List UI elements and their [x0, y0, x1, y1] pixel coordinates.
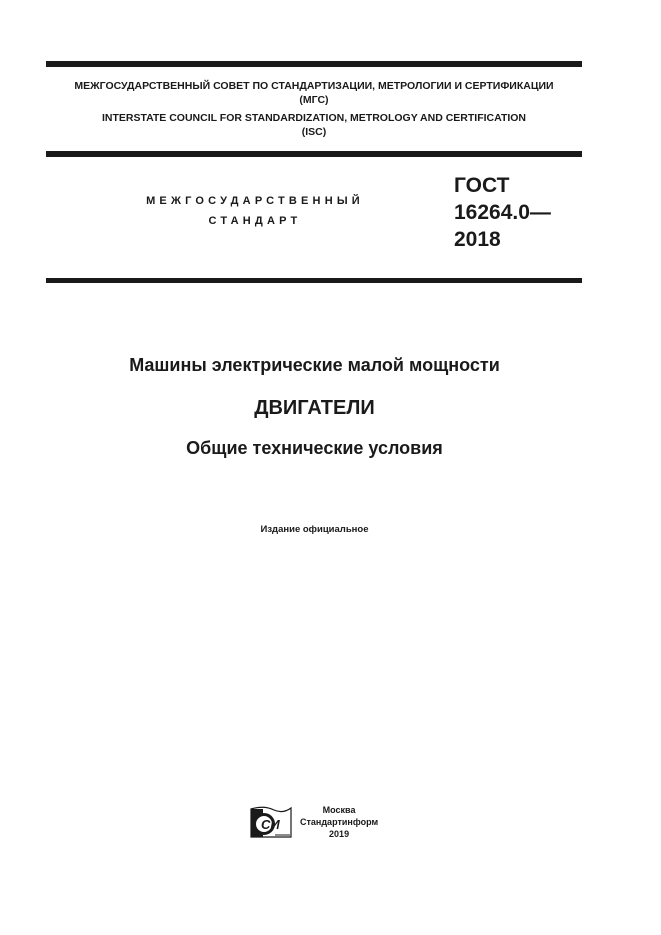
standard-type-line1: МЕЖГОСУДАРСТВЕННЫЙ: [146, 195, 364, 207]
publisher-city: Москва: [322, 805, 356, 815]
council-abbr-en: (ISC): [301, 126, 327, 138]
standard-designation: [454, 172, 551, 253]
document-main-title: ДВИГАТЕЛИ: [254, 397, 375, 419]
top-rule: [46, 61, 582, 67]
bottom-rule: [46, 278, 582, 283]
designation-prefix: ГОСТ: [454, 174, 510, 197]
publisher-name: Стандартинформ: [300, 817, 379, 827]
svg-text:СИ: СИ: [261, 817, 280, 832]
document-series-title: Машины электрические малой мощности: [129, 355, 500, 375]
council-name-ru-line: МЕЖГОСУДАРСТВЕННЫЙ СОВЕТ ПО СТАНДАРТИЗАЦИИ, МЕТРОЛОГИИ И СЕРТИФИКАЦИИ: [74, 80, 554, 92]
publisher-block: [250, 804, 378, 840]
standard-type-line2: СТАНДАРТ: [208, 215, 302, 227]
edition-label: Издание официальное: [260, 524, 369, 535]
council-name-en: [46, 111, 582, 139]
standard-type-label: [120, 191, 390, 231]
standartinform-logo-icon: [250, 805, 292, 839]
designation-number: 16264.0—: [454, 201, 551, 224]
publisher-year: 2019: [329, 829, 350, 839]
document-subtitle: Общие технические условия: [186, 438, 443, 458]
council-abbr-ru: (МГС): [299, 94, 329, 106]
council-name-en-line: INTERSTATE COUNCIL FOR STANDARDIZATION, METROLOGY AND CERTIFICATION: [101, 112, 527, 124]
middle-rule: [46, 151, 582, 157]
council-name-ru: [46, 79, 582, 107]
designation-year: 2018: [454, 228, 501, 251]
publisher-text: [300, 804, 378, 840]
